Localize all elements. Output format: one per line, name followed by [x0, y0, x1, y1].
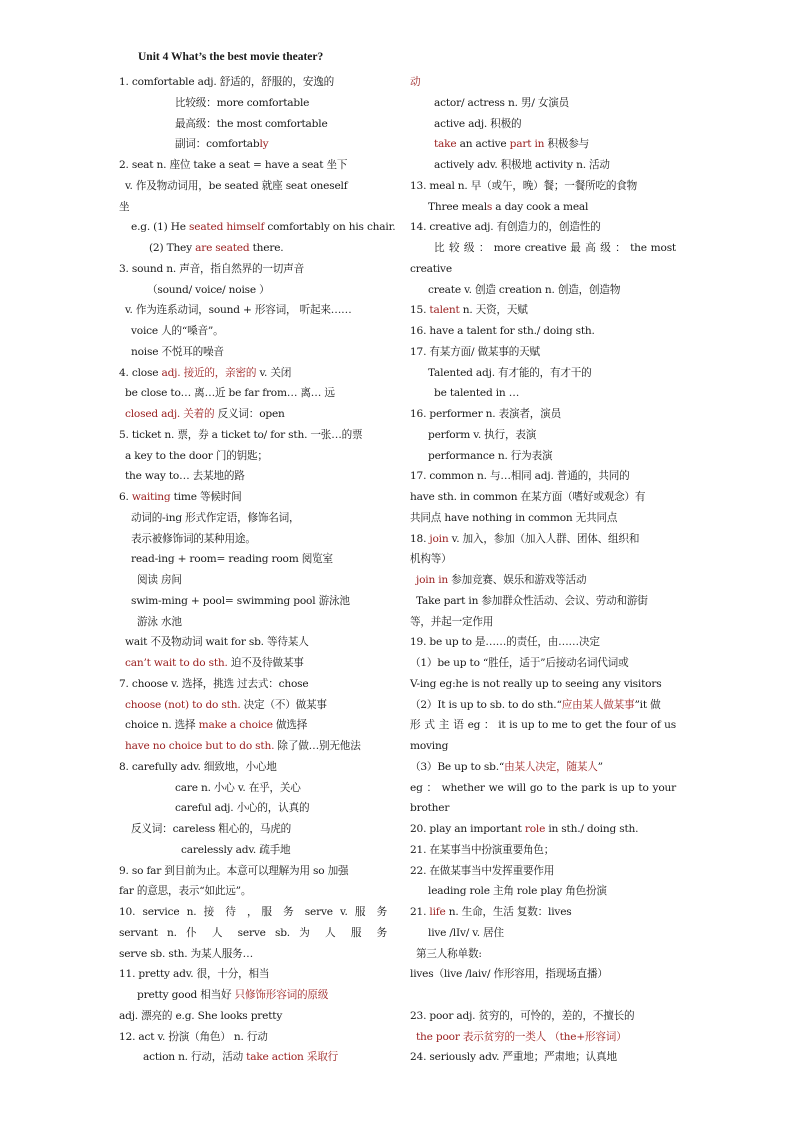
text-line [119, 487, 387, 508]
line-text: 11. pretty adv. 很，十分，相当 [119, 968, 270, 981]
text-line [410, 404, 676, 425]
text-line [119, 300, 387, 321]
text-line [410, 549, 676, 570]
line-text: 动词的-ing 形式作定语，修饰名词， [131, 511, 300, 524]
highlighted-text: life [429, 906, 446, 918]
text-line [410, 487, 676, 508]
text-line [410, 321, 676, 342]
text-line [119, 404, 387, 425]
line-text: 24. seriously adv. 严重地；严肃地；认真地 [410, 1051, 617, 1064]
text-line [119, 529, 387, 550]
line-text: 10. service n. 接 待 ，服 务 serve v. 服 务 [119, 906, 387, 918]
text-line [410, 736, 676, 757]
line-text: leading role 主角 role play 角色扮演 [428, 885, 607, 898]
text-line [119, 259, 387, 280]
line-text: noise 不悦耳的噪音 [131, 345, 224, 358]
text-line [119, 674, 387, 695]
text-line [119, 466, 387, 487]
text-line [119, 134, 387, 155]
line-text: far 的意思，表示“如此远”。 [119, 885, 252, 898]
line-text: 20. play an important [410, 823, 525, 835]
text-line [119, 176, 387, 197]
line-text: servant n. 仆 人 serve sb. 为 人 服 务 [119, 926, 387, 939]
text-line [410, 93, 676, 114]
line-text: v. 关闭 [256, 366, 292, 379]
line-text: e.g. (1) He [131, 221, 190, 234]
line-text: （3）Be up to sb.“ [410, 760, 505, 773]
text-line [410, 446, 676, 467]
text-line [119, 1027, 387, 1048]
text-line [119, 549, 387, 570]
text-line [410, 300, 676, 321]
line-text: action n. 行动，活动 [143, 1051, 247, 1064]
highlighted-text: ly [259, 138, 269, 151]
text-line [119, 570, 387, 591]
highlighted-text: take [434, 138, 457, 151]
text-line [410, 757, 676, 778]
text-line [410, 591, 676, 612]
text-line [410, 819, 676, 840]
line-text: ”it 做 [634, 698, 661, 711]
line-text: Three meal [428, 200, 487, 213]
line-text: adj. 漂亮的 e.g. She looks pretty [119, 1009, 283, 1022]
highlighted-text: 应由某人做某事 [561, 698, 635, 711]
line-text: pretty good 相当好 [137, 989, 235, 1001]
line-text: time 等候时间 [170, 491, 242, 503]
line-text: 3. sound n. 声音，指自然界的一切声音 [119, 262, 304, 275]
line-text: 17. 有某方面/ 做某事的天赋 [410, 345, 540, 358]
text-line [119, 72, 387, 93]
line-text: moving [410, 740, 449, 752]
line-text: 积极参与 [544, 138, 590, 151]
text-line [410, 72, 676, 93]
highlighted-text: role [524, 823, 546, 835]
text-line [119, 736, 387, 757]
text-line [119, 446, 387, 467]
text-line [410, 612, 676, 633]
text-line [410, 425, 676, 446]
text-line [119, 632, 387, 653]
text-line [119, 342, 387, 363]
line-text: lives（live /laiv/ 作形容用，指现场直播） [410, 968, 608, 981]
text-line [119, 985, 387, 1006]
highlighted-text: the poor 表示贫穷的一类人 （the+形容词） [416, 1030, 627, 1043]
highlighted-text: join [429, 532, 449, 545]
text-line [119, 217, 396, 238]
line-text: a day cook a meal [492, 200, 589, 213]
text-line [119, 944, 387, 965]
text-line [410, 342, 676, 363]
line-text: comfortably on his chair. [264, 221, 396, 234]
line-text: 7. choose v. 选择，挑选 过去式：chose [119, 677, 309, 690]
line-text: （2）It is up to sb. to do sth.“ [410, 698, 562, 711]
line-text: 18. [410, 532, 430, 545]
text-line [410, 114, 676, 135]
text-line [410, 363, 676, 384]
line-text: 比 较 级 ： more creative 最 高 级 ： the most [434, 242, 676, 254]
text-line [119, 840, 387, 861]
highlighted-text: seated himself [189, 221, 265, 234]
line-text: 游泳 水池 [137, 615, 182, 628]
highlighted-text: s [486, 200, 493, 213]
highlighted-text: 动 [410, 76, 421, 88]
text-line [410, 632, 676, 653]
line-text: ” [597, 760, 603, 773]
text-line [410, 944, 676, 965]
line-text: be close to… 离…近 be far from… 离… 远 [125, 387, 335, 400]
text-line [410, 674, 676, 695]
line-text: v. 加入，参加（加入人群、团体、组织和 [448, 532, 640, 545]
line-text: （sound/ voice/ noise ） [147, 283, 270, 296]
text-line [119, 197, 387, 218]
line-text: n. 生命，生活 复数：lives [445, 906, 572, 918]
text-line [410, 466, 676, 487]
line-text: a key to the door 门的钥匙； [125, 449, 268, 462]
line-text: perform v. 执行，表演 [428, 428, 537, 441]
highlighted-text: are seated [195, 242, 250, 254]
line-text: 等，并起一定作用 [410, 615, 494, 628]
text-line [410, 217, 676, 238]
text-line [410, 570, 676, 591]
line-text: actor/ actress n. 男/ 女演员 [434, 96, 570, 109]
text-line [410, 778, 676, 799]
line-text: choice n. 选择 [125, 719, 199, 732]
text-line [119, 964, 387, 985]
text-line [119, 902, 387, 923]
line-text: Take part in 参加群众性活动、会议、劳动和游街 [416, 594, 648, 607]
text-line [410, 861, 676, 882]
text-line [410, 238, 676, 259]
line-text: care n. 小心 v. 在乎，关心 [175, 781, 301, 794]
line-text: 16. have a talent for sth./ doing sth. [410, 325, 595, 337]
highlighted-text: waiting [131, 491, 171, 503]
line-text: 迫不及待做某事 [227, 657, 304, 669]
line-text: in sth./ doing sth. [545, 823, 639, 835]
line-text: wait 不及物动词 wait for sb. 等待某人 [125, 636, 309, 649]
line-text: 2. seat n. 座位 take a seat = have a seat 坐下 [119, 159, 348, 171]
left-column [119, 72, 396, 1068]
line-text: an active [456, 138, 510, 151]
text-line [119, 881, 387, 902]
text-line [410, 197, 676, 218]
highlighted-text: closed adj. 关着的 [125, 408, 215, 420]
line-text: 21. [410, 906, 430, 918]
highlighted-text: make a choice [198, 719, 273, 732]
text-line [410, 1027, 676, 1048]
text-line [410, 280, 676, 301]
line-text: be talented in … [434, 387, 520, 400]
line-text: 9. so far 到目前为止。本意可以理解为用 so 加强 [119, 864, 349, 877]
line-text: 第三人称单数: [416, 947, 482, 960]
text-line [410, 964, 676, 985]
line-text: 除了做…别无他法 [274, 740, 361, 752]
line-text: 共同点 have nothing in common 无共同点 [410, 511, 618, 524]
text-line [119, 798, 387, 819]
text-line [119, 114, 387, 135]
line-text: 反义词：careless 粗心的，马虎的 [131, 823, 292, 835]
line-text: brother [410, 802, 450, 815]
text-line [119, 715, 387, 736]
line-text: 5. ticket n. 票，券 a ticket to/ for sth. 一张…的票 [119, 428, 363, 441]
line-text: 1. comfortable adj. 舒适的，舒服的，安逸的 [119, 76, 335, 88]
text-line [119, 425, 387, 446]
line-text: the way to… 去某地的路 [125, 470, 245, 483]
line-text: V-ing eg:he is not really up to seeing any visitors [410, 677, 662, 690]
text-line [410, 840, 676, 861]
line-text: serve sb. sth. 为某人服务… [119, 947, 253, 960]
text-line [119, 778, 387, 799]
text-line [119, 819, 387, 840]
text-line [410, 715, 676, 736]
text-line [410, 881, 676, 902]
line-text: 6. [119, 491, 132, 503]
text-line [119, 93, 387, 114]
text-line [119, 1047, 387, 1068]
line-text: 16. performer n. 表演者，演员 [410, 408, 561, 420]
highlighted-text: talent [429, 304, 460, 317]
line-text: 8. carefully adv. 细致地，小心地 [119, 760, 277, 773]
line-text: v. 作为连系动词，sound + 形容词， 听起来…… [125, 304, 352, 317]
text-line [119, 363, 387, 384]
line-text: create v. 创造 creation n. 创造，创造物 [428, 283, 621, 296]
line-text: actively adv. 积极地 activity n. 活动 [434, 159, 610, 171]
line-text: 21. 在某事当中扮演重要角色； [410, 843, 555, 856]
line-text: carelessly adv. 疏手地 [181, 843, 291, 856]
line-text: 15. [410, 304, 430, 317]
text-line [119, 238, 387, 259]
text-line [119, 861, 387, 882]
line-text: active adj. 积极的 [434, 117, 522, 130]
line-text: read-ing + room= reading room 阅览室 [131, 553, 333, 566]
line-text: 参加竞赛、娱乐和游戏等活动 [448, 574, 587, 586]
text-line [119, 321, 387, 342]
text-line [410, 902, 676, 923]
line-text: 14. creative adj. 有创造力的，创造性的 [410, 221, 601, 234]
line-text: 决定（不）做某事 [240, 698, 327, 711]
line-text: 机构等） [410, 553, 452, 566]
text-line [410, 508, 676, 529]
text-line [410, 383, 676, 404]
highlighted-text: 只修饰形容词的原级 [234, 989, 329, 1001]
text-line [119, 695, 387, 716]
text-line [410, 695, 676, 716]
line-text: there. [249, 242, 284, 254]
text-line [119, 653, 387, 674]
line-text: live /lIv/ v. 居住 [428, 926, 504, 939]
text-line [410, 923, 676, 944]
page-title: Unit 4 What’s the best movie theater? [138, 51, 324, 63]
text-line [410, 529, 676, 550]
line-text: 坐 [119, 200, 130, 213]
line-text: performance n. 行为表演 [428, 449, 553, 462]
text-line [410, 653, 676, 674]
line-text: 表示被修饰词的某种用途。 [131, 532, 256, 545]
text-line [410, 985, 676, 1006]
text-line [410, 134, 676, 155]
line-text: 22. 在做某事当中发挥重要作用 [410, 864, 555, 877]
highlighted-text: can’t wait to do sth. [125, 657, 228, 669]
line-text: 17. common n. 与…相同 adj. 普通的，共同的 [410, 470, 630, 483]
line-text: 23. poor adj. 贫穷的，可怜的，差的，不擅长的 [410, 1009, 635, 1022]
line-text: (2) They [149, 242, 196, 254]
line-text: 13. meal n. 早（或午，晚）餐；一餐所吃的食物 [410, 179, 638, 192]
text-line [119, 155, 387, 176]
right-column [410, 72, 676, 1068]
line-text: 19. be up to 是……的责任，由……决定 [410, 636, 600, 649]
line-text: 阅读 房间 [137, 574, 182, 586]
text-line [119, 508, 387, 529]
highlighted-text: choose (not) to do sth. [125, 698, 241, 711]
highlighted-text: adj. 接近的，亲密的 [161, 366, 257, 379]
line-text: have sth. in common 在某方面（嗜好或观念）有 [410, 491, 646, 503]
text-line [119, 757, 387, 778]
text-line [410, 798, 676, 819]
line-text: 形 式 主 语 eg ： it is up to me to get the four of us [410, 719, 676, 732]
highlighted-text: take action 采取行 [246, 1051, 339, 1064]
line-text: 比较级：more comfortable [175, 96, 310, 109]
text-line [119, 1006, 387, 1027]
text-line [119, 923, 387, 944]
line-text: swim-ming + pool= swimming pool 游泳池 [131, 594, 350, 607]
text-line [119, 612, 387, 633]
text-line [410, 176, 676, 197]
line-text: n. 天资，天赋 [459, 304, 528, 317]
text-line [119, 280, 387, 301]
line-text: （1）be up to “胜任，适于”后接动名词代词或 [410, 657, 629, 669]
line-text: voice 人的“嗓音”。 [131, 325, 224, 337]
line-text: 最高级：the most comfortable [175, 117, 328, 130]
text-line [410, 1006, 676, 1027]
line-text: 12. act v. 扮演（角色） n. 行动 [119, 1030, 268, 1043]
text-line [119, 591, 387, 612]
highlighted-text: join in [416, 574, 449, 586]
line-text: 副词：comfortab [175, 138, 260, 151]
line-text: 做选择 [272, 719, 308, 732]
text-line [410, 259, 676, 280]
text-line [410, 155, 676, 176]
text-line [119, 383, 387, 404]
line-text: careful adj. 小心的，认真的 [175, 802, 310, 815]
highlighted-text: have no choice but to do sth. [125, 740, 275, 752]
line-text: Talented adj. 有才能的，有才干的 [428, 366, 592, 379]
line-text: v. 作及物动词用，be seated 就座 seat oneself [125, 179, 348, 192]
line-text: eg ： whether we will go to the park is up to your [410, 781, 676, 794]
line-text: 反义词：open [214, 408, 285, 420]
text-line [410, 1047, 676, 1068]
highlighted-text: part in [509, 138, 545, 151]
line-text: 4. close [119, 366, 162, 379]
line-text: creative [410, 262, 452, 275]
highlighted-text: 由某人决定，随某人 [504, 760, 598, 773]
